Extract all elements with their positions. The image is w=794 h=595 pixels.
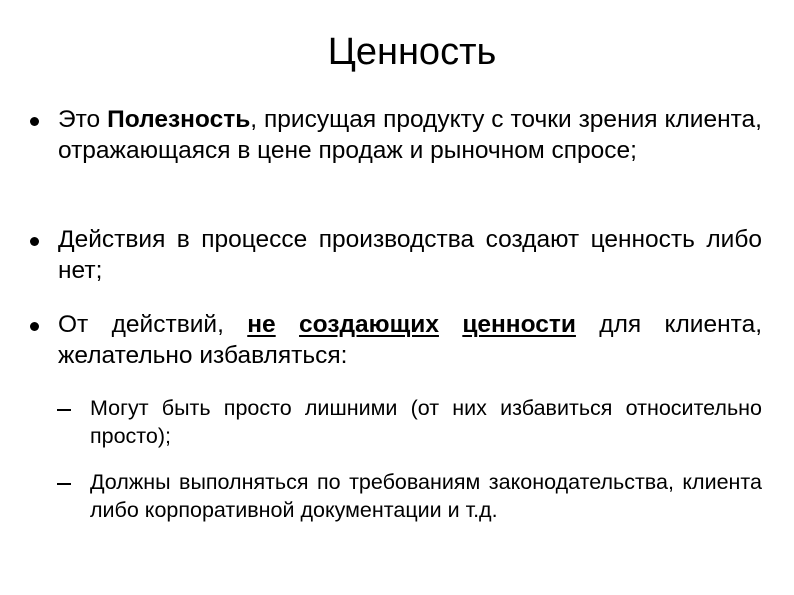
bullet-1-rest: , присущая продукту с точки зрения клиента, отражающаяся в цене продаж и рыночном спросе;: [58, 106, 762, 164]
slide-title: Ценность: [327, 31, 497, 73]
bullet-dot-icon: [30, 237, 39, 246]
bullet-3: [58, 309, 762, 371]
bullet-1: [58, 104, 762, 166]
bullet-3-emphasis-2: создающих: [299, 311, 439, 338]
bullet-3-prefix: От действий,: [58, 311, 248, 338]
bullet-2-text: Действия в процессе производства создают ценность либо нет;: [58, 226, 762, 284]
dash-icon: [57, 409, 71, 411]
bullet-3-rest: для клиента, желательно избавляться:: [58, 311, 763, 369]
bullet-dot-icon: [30, 322, 39, 331]
bullet-3-emphasis-3: ценности: [462, 311, 576, 338]
dash-icon: [57, 483, 71, 485]
bullet-1-bold-term: Полезность: [107, 106, 251, 133]
bullet-dot-icon: [30, 117, 39, 126]
bullet-1-prefix: Это: [58, 106, 108, 133]
sub-bullet-1: Могут быть просто лишними (от них избавиться относительно просто);: [90, 396, 762, 448]
sub-bullet-2: Должны выполняться по требованиям законодательства, клиента либо корпоративной документации и т.д.: [90, 470, 762, 522]
bullet-3-emphasis-1: не: [247, 311, 276, 338]
bullet-2: [58, 224, 762, 286]
